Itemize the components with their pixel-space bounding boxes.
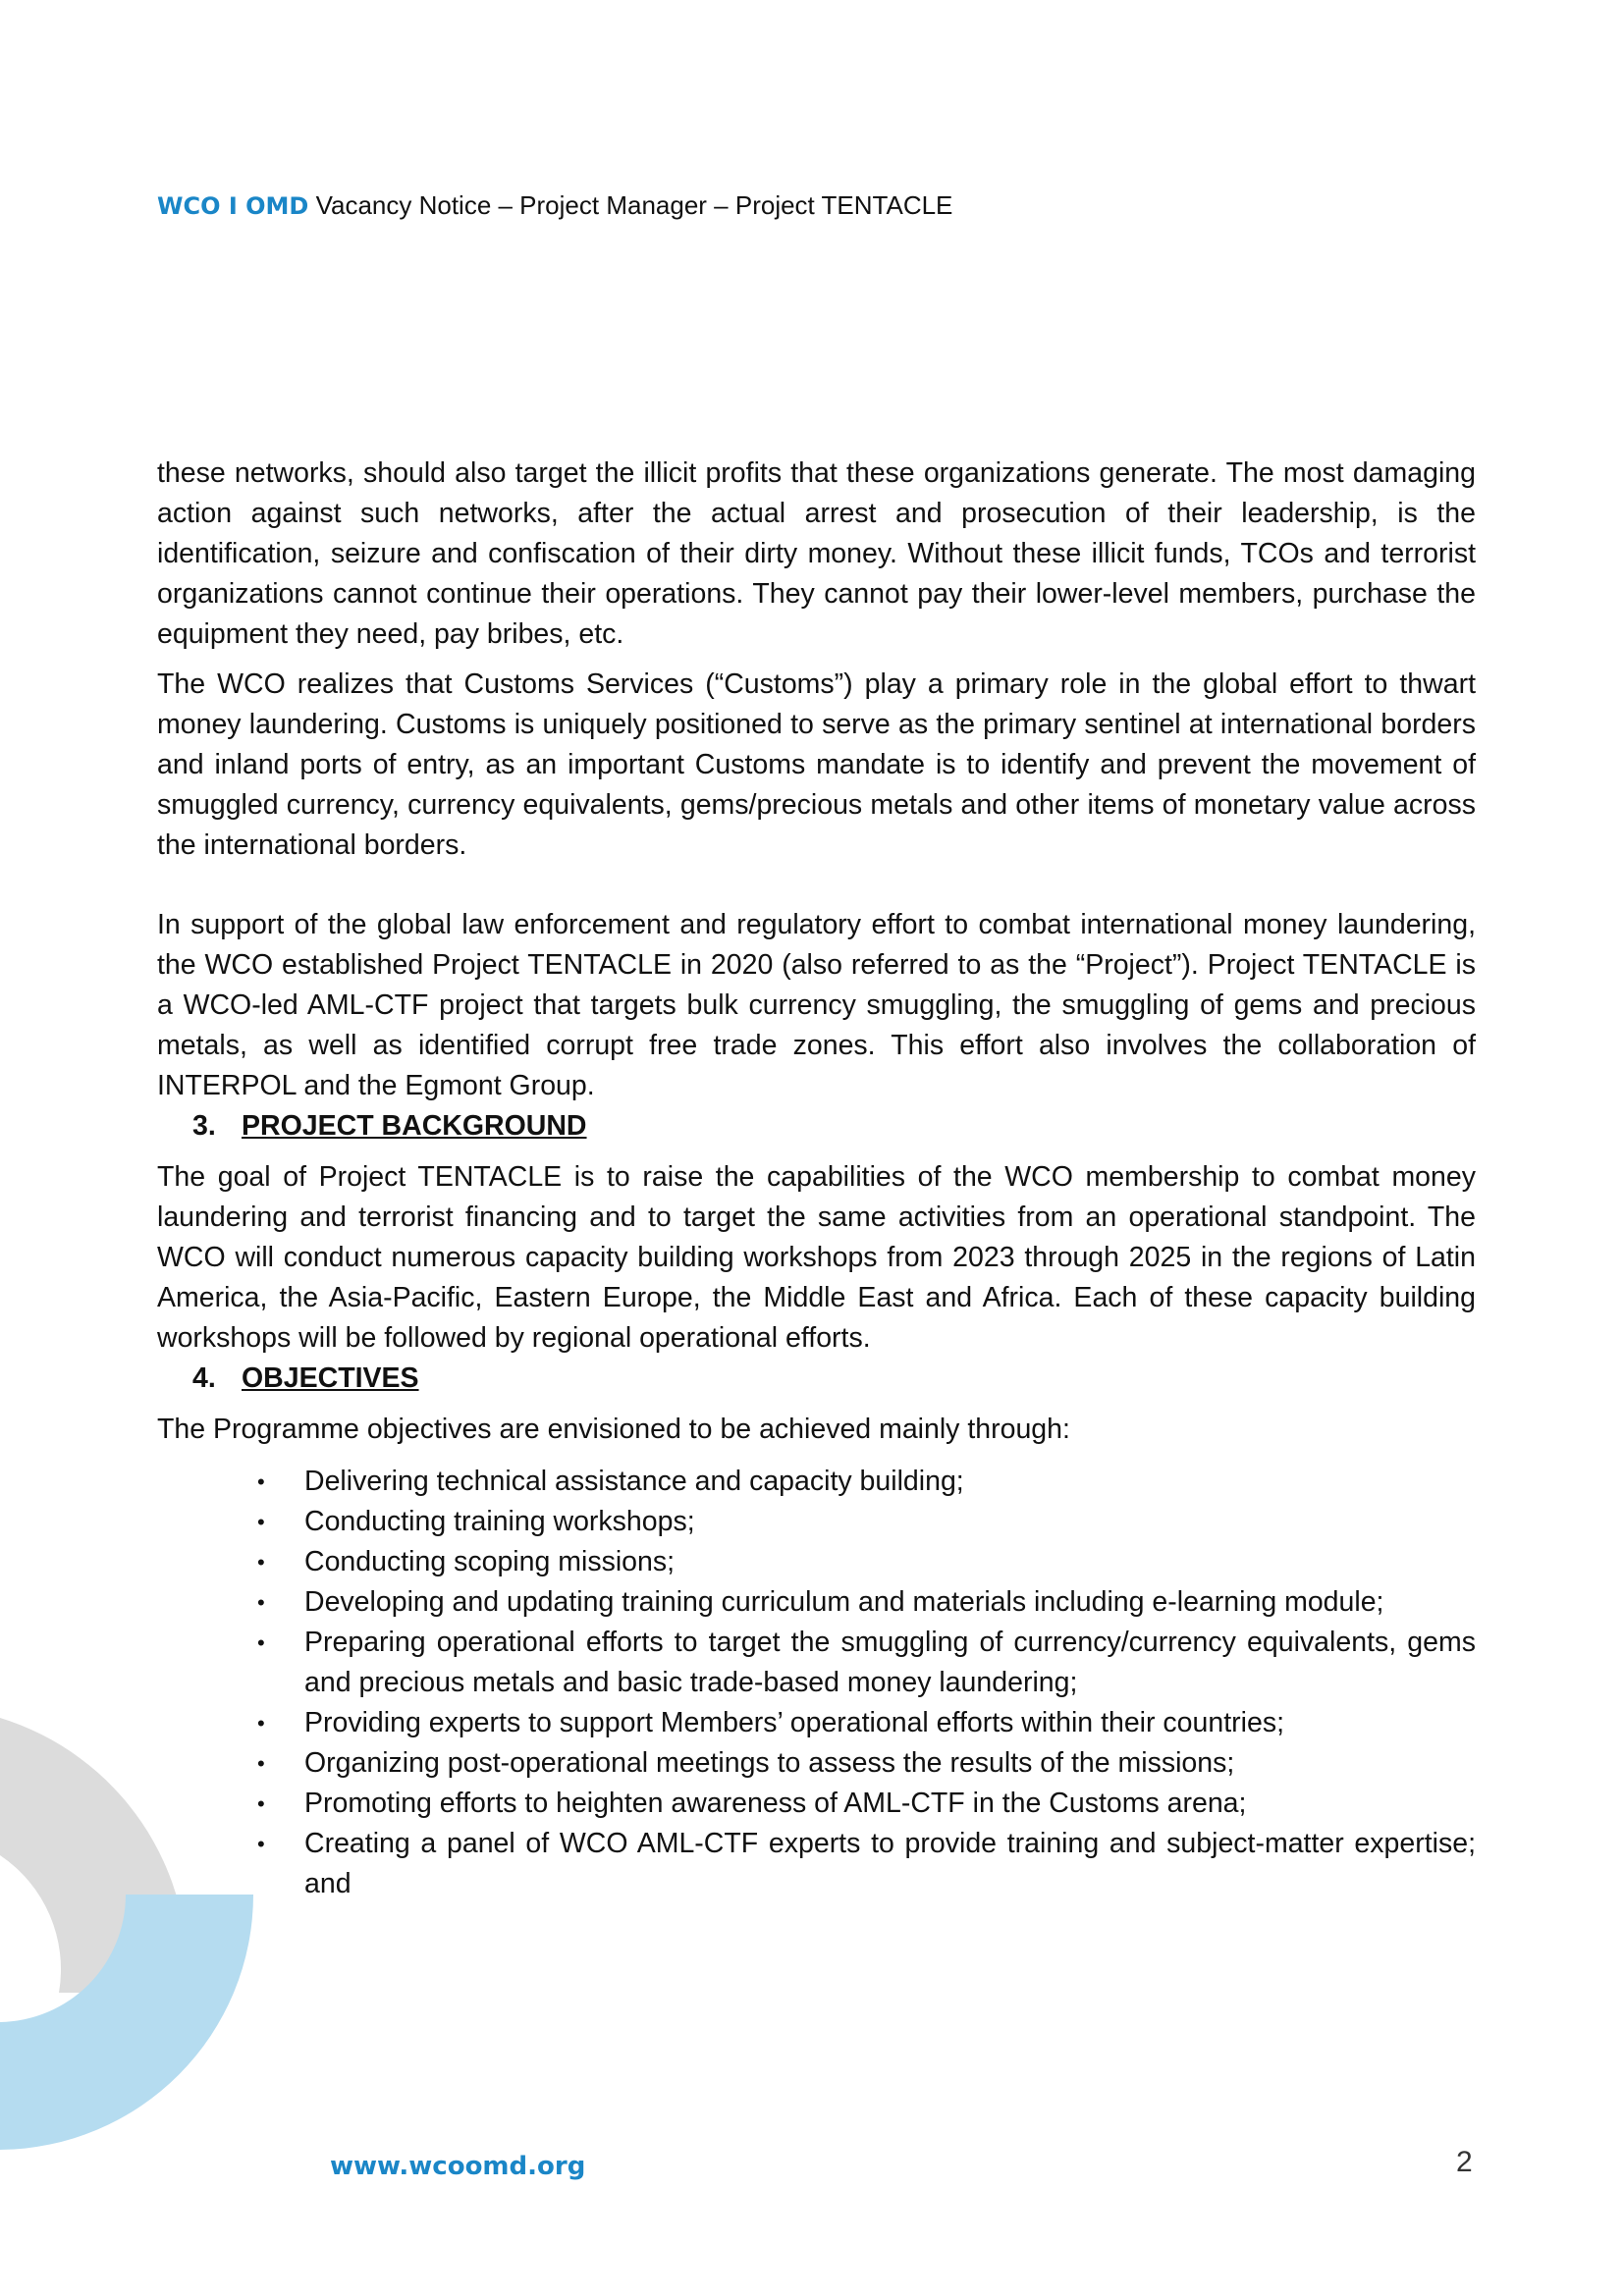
list-item — [257, 1502, 1476, 1542]
bullet-icon: • — [257, 1510, 265, 1534]
list-item-text: Promoting efforts to heighten awareness of AML-CTF in the Customs arena; — [304, 1788, 1247, 1819]
bullet-icon: • — [257, 1630, 265, 1655]
section-4-number: 4. — [192, 1362, 216, 1394]
bullet-icon: • — [257, 1751, 265, 1776]
list-item — [257, 1623, 1476, 1703]
wco-logo-arc-decoration — [0, 1698, 314, 2296]
header-title: Vacancy Notice – Project Manager – Project TENTACLE — [308, 190, 953, 220]
blue-arc — [0, 1895, 253, 2150]
list-item-text: Conducting training workshops; — [304, 1506, 695, 1537]
list-item — [257, 1703, 1476, 1743]
list-item-text: Providing experts to support Members’ operational efforts within their countries; — [304, 1707, 1284, 1738]
footer-website-link[interactable]: www.wcoomd.org — [330, 2152, 586, 2181]
list-item-text: Organizing post-operational meetings to assess the results of the missions; — [304, 1747, 1235, 1779]
paragraph-3: In support of the global law enforcement and regulatory effort to combat international money laundering, the WCO established Project TENTACLE in 2020 (also referred to as the “Project”). Project TENTACLE is a WCO-led AML-CTF project that targets bulk currency smuggling, the smuggling of gems and precious metals, as well as identified corrupt free trade zones. This effort also involves the collaboration of INTERPOL and the Egmont Group. — [157, 909, 1476, 1101]
list-item — [257, 1462, 1476, 1502]
page-number: 2 — [1456, 2146, 1473, 2178]
bullet-icon: • — [257, 1791, 265, 1816]
section-3-title: PROJECT BACKGROUND — [242, 1110, 587, 1142]
section-3-text: The goal of Project TENTACLE is to raise the capabilities of the WCO membership to combat money laundering and terrorist financing and to target the same activities from an operational standpoint. The WCO will conduct numerous capacity building workshops from 2023 through 2025 in the regions of Latin America, the Asia-Pacific, Eastern Europe, the Middle East and Africa. Each of these capacity building workshops will be followed by regional operational efforts. — [157, 1161, 1476, 1354]
page-header — [157, 190, 952, 221]
bullet-icon: • — [257, 1832, 265, 1856]
section-4-intro: The Programme objectives are envisioned to be achieved mainly through: — [157, 1414, 1070, 1445]
list-item — [257, 1582, 1476, 1623]
section-3-number: 3. — [192, 1110, 216, 1142]
section-4-title: OBJECTIVES — [242, 1362, 419, 1394]
list-item-text: Preparing operational efforts to target the smuggling of currency/currency equivalents, gems and precious metals and basic trade-based money laundering; — [304, 1627, 1476, 1698]
bullet-icon: • — [257, 1590, 265, 1615]
list-item — [257, 1743, 1476, 1784]
bullet-icon: • — [257, 1469, 265, 1494]
paragraph-2: The WCO realizes that Customs Services (“Customs”) play a primary role in the global effort to thwart money laundering. Customs is uniquely positioned to serve as the primary sentinel at international borders and inland ports of entry, as an important Customs mandate is to identify and prevent the movement of smuggled currency, currency equivalents, gems/precious metals and other items of monetary value across the international borders. — [157, 668, 1476, 861]
list-item — [257, 1824, 1476, 1904]
list-item-text: Developing and updating training curriculum and materials including e-learning module; — [304, 1586, 1384, 1618]
section-4-heading — [157, 1359, 1476, 1399]
document-body — [157, 454, 1476, 1904]
header-org: WCO I OMD — [157, 192, 309, 220]
section-3-heading — [157, 1106, 1476, 1147]
bullet-icon: • — [257, 1711, 265, 1735]
list-item-text: Conducting scoping missions; — [304, 1546, 676, 1577]
list-item — [257, 1784, 1476, 1824]
objectives-list — [157, 1462, 1476, 1904]
list-item — [257, 1542, 1476, 1582]
list-item-text: Delivering technical assistance and capacity building; — [304, 1466, 964, 1497]
bullet-icon: • — [257, 1550, 265, 1575]
list-item-text: Creating a panel of WCO AML-CTF experts to provide training and subject-matter expertise; and — [304, 1828, 1476, 1899]
paragraph-1: these networks, should also target the illicit profits that these organizations generate. The most damaging action against such networks, after the actual arrest and prosecution of their leadership, is the identification, seizure and confiscation of their dirty money. Without these illicit funds, TCOs and terrorist organizations cannot continue their operations. They cannot pay their lower-level members, purchase the equipment they need, pay bribes, etc. — [157, 457, 1476, 650]
